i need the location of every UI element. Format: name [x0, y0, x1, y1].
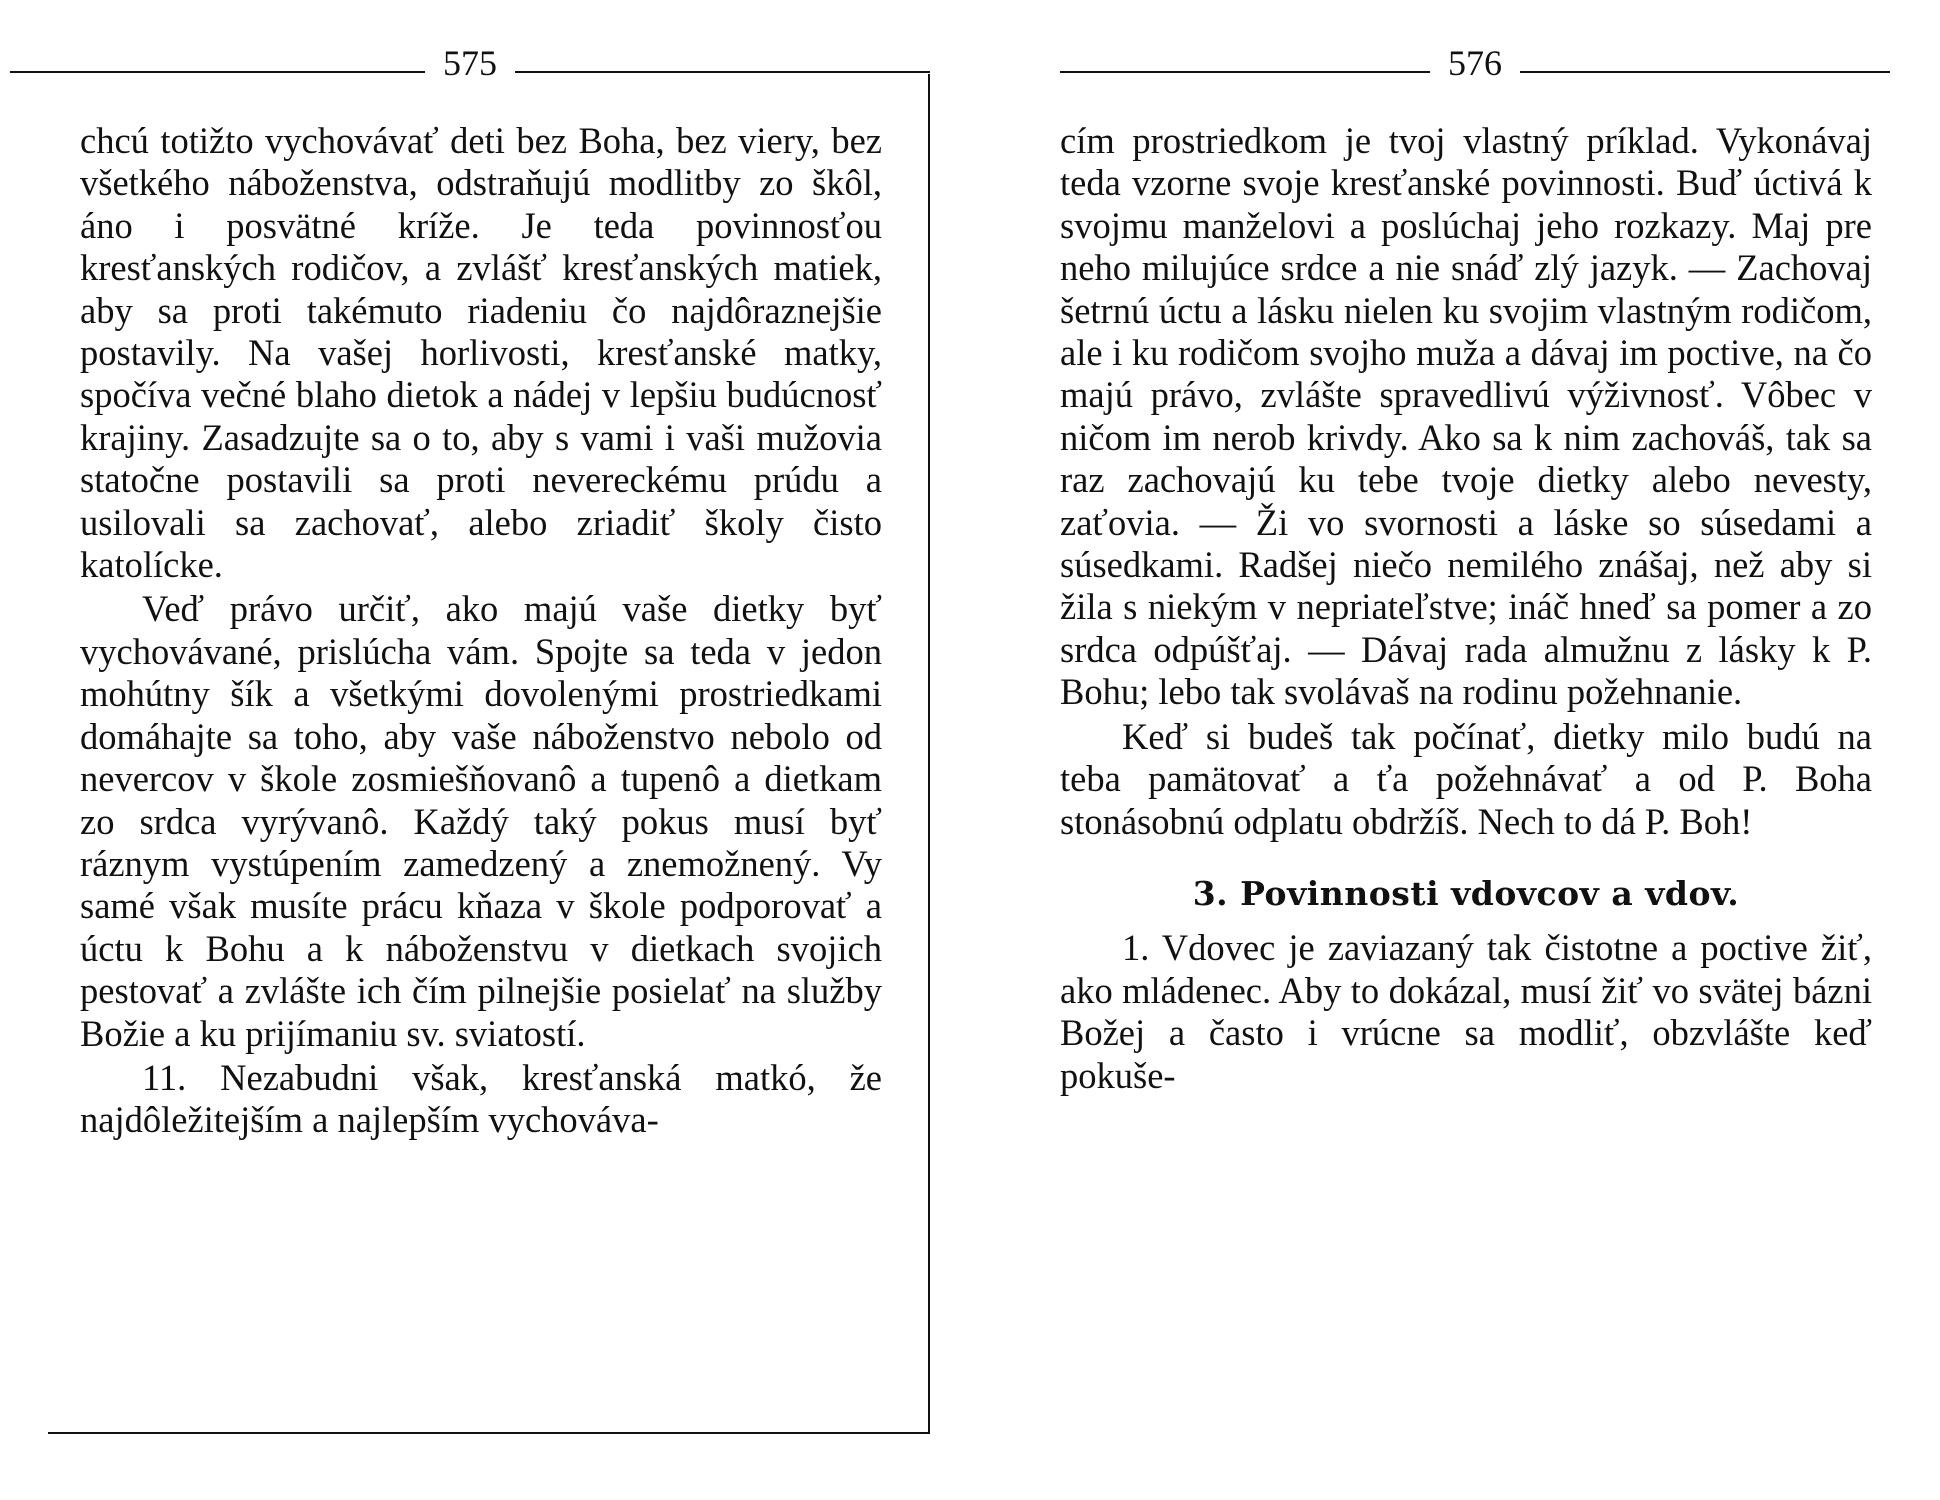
right-page-header	[1060, 38, 1890, 88]
left-page	[0, 0, 960, 1500]
right-page-number: 576	[1448, 43, 1502, 83]
right-page-body	[1060, 120, 1872, 1097]
right-page	[1040, 0, 1940, 1500]
left-page-header	[10, 38, 930, 88]
section-title: 3. Povinnosti vdovcov a vdov.	[1192, 873, 1740, 913]
left-page-number: 575	[443, 43, 497, 83]
header-rule-left	[10, 71, 425, 73]
right-paragraph-1: cím prostriedkom je tvoj vlastný príklad. Vykonávaj teda vzorne svoje kresťanské povinnosti. Buď úctivá k svojmu manželovi a poslúchaj jeho rozkazy. Maj pre neho milujúce srdce a nie snáď zlý jazyk. — Zachovaj šetrnú úctu a lásku nielen ku svojim vlastným rodičom, ale i ku rodičom svojho muža a dávaj im poctive, na čo majú právo, zvlášte spravedlivú výživnosť. Vôbec v ničom im nerob krivdy. Ako sa k nim zachováš, tak sa raz zachovajú ku tebe tvoje dietky alebo nevesty, zaťovia. — Ži vo svornosti a láske so súsedami a súsedkami. Radšej niečo nemilého znášaj, než aby si žila s niekým v nepriateľstve; ináč hneď sa pomer a zo srdca odpúšťaj. — Dávaj rada almužnu z lásky k P. Bohu; lebo tak svolávaš na rodinu požehnanie.	[1060, 120, 1872, 713]
left-page-body	[80, 120, 882, 1142]
left-paragraph-1: chcú totižto vychovávať deti bez Boha, bez viery, bez všetkého náboženstva, odstraňujú modlitby zo škôl, áno i posvätné kríže. Je teda povinnosťou kresťanských rodičov, a zvlášť kresťanských matiek, aby sa proti takémuto riadeniu čo najdôraznejšie postavily. Na vašej horlivosti, kresťanské matky, spočíva večné blaho dietok a nádej v lepšiu budúcnosť krajiny. Zasadzujte sa o to, aby s vami i vaši mužovia statočne postavili sa proti nevereckému prúdu a usilovali sa zachovať, alebo zriadiť školy čisto katolícke.	[80, 120, 882, 586]
header-rule-right	[515, 71, 930, 73]
left-paragraph-3: 11. Nezabudni však, kresťanská matkó, že najdôležitejším a najlepším vychováva-	[80, 1056, 882, 1141]
header-rule-right	[1520, 71, 1890, 73]
right-paragraph-2: Keď si budeš tak počínať, dietky milo budú na teba pamätovať a ťa požehnávať a od P. Boha stonásobnú odplatu obdržíš. Nech to dá P. Boh!	[1060, 715, 1872, 842]
page-frame-bottom-border	[48, 1432, 930, 1434]
page-frame-right-border	[928, 74, 930, 1434]
left-paragraph-2: Veď právo určiť, ako majú vaše dietky byť vychovávané, prislúcha vám. Spojte sa teda v jedon mohútny šík a všetkými dovolenými prostriedkami domáhajte sa toho, aby vaše náboženstvo nebolo od nevercov v škole zosmiešňovanô a tupenô a dietkam zo srdca vyrývanô. Každý taký pokus musí byť ráznym vystúpením zamedzený a znemožnený. Vy samé však musíte prácu kňaza v škole podporovať a úctu k Bohu a k náboženstvu v dietkach svojich pestovať a zvlášte ich čím pilnejšie posielať na služby Božie a ku prijímaniu sv. sviatostí.	[80, 588, 882, 1054]
header-rule-left	[1060, 71, 1430, 73]
section-paragraph-1: 1. Vdovec je zaviazaný tak čistotne a poctive žiť, ako mládenec. Aby to dokázal, musí žiť vo svätej bázni Božej a často i vrúcne sa modliť, obzvlášte keď pokuše-	[1060, 927, 1872, 1096]
